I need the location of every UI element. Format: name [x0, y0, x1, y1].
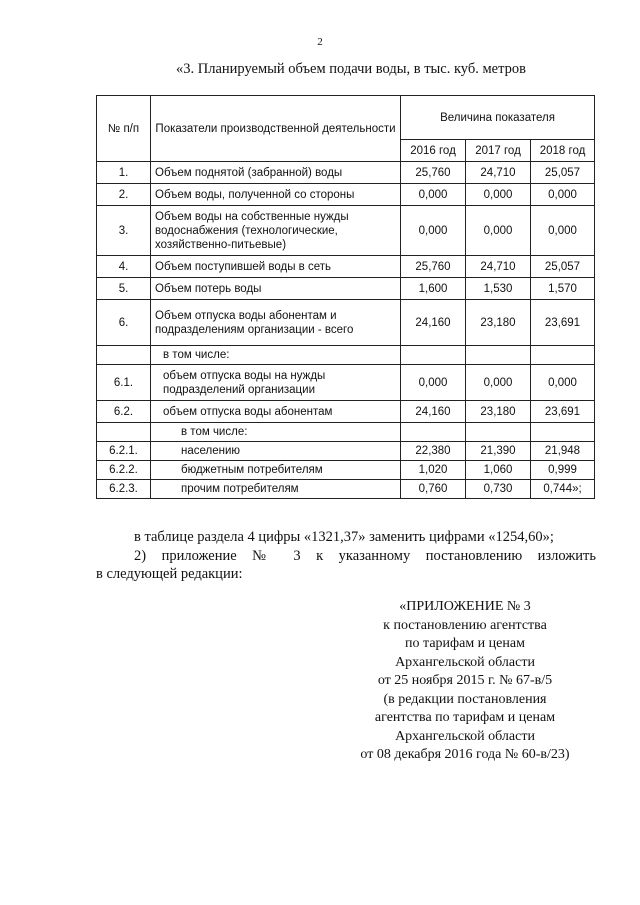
- table-row: [97, 278, 595, 300]
- row-value: 24,160: [401, 401, 466, 423]
- row-value: 23,180: [466, 401, 531, 423]
- row-value: 21,390: [466, 442, 531, 461]
- row-number: 6.1.: [97, 365, 151, 401]
- row-number: [97, 346, 151, 365]
- row-value: 23,691: [531, 300, 595, 346]
- header-value: Величина показателя: [401, 96, 595, 140]
- row-value: [466, 423, 531, 442]
- table-row: [97, 401, 595, 423]
- row-value: 1,020: [401, 461, 466, 480]
- header-indicator: Показатели производственной деятельности: [151, 96, 401, 162]
- row-value: 25,760: [401, 256, 466, 278]
- appendix-line: Архангельской области: [395, 654, 535, 670]
- row-indicator: в том числе:: [151, 423, 401, 442]
- row-indicator: прочим потребителям: [151, 480, 401, 499]
- row-value: 21,948: [531, 442, 595, 461]
- row-number: 5.: [97, 278, 151, 300]
- table-row: [97, 423, 595, 442]
- header-year: 2016 год: [401, 140, 466, 162]
- row-value: 0,000: [466, 206, 531, 256]
- row-value: 0,760: [401, 480, 466, 499]
- row-indicator: Объем воды, полученной со стороны: [151, 184, 401, 206]
- appendix-line: «ПРИЛОЖЕНИЕ № 3: [399, 599, 531, 614]
- row-number: 6.2.: [97, 401, 151, 423]
- row-value: 0,999: [531, 461, 595, 480]
- row-value: 23,180: [466, 300, 531, 346]
- row-number: 2.: [97, 184, 151, 206]
- row-value: 24,710: [466, 256, 531, 278]
- row-number: 3.: [97, 206, 151, 256]
- row-indicator: бюджетным потребителям: [151, 461, 401, 480]
- row-value: [531, 423, 595, 442]
- row-value: 1,060: [466, 461, 531, 480]
- row-value: 0,000: [401, 184, 466, 206]
- header-year: 2018 год: [531, 140, 595, 162]
- row-indicator: Объем поступившей воды в сеть: [151, 256, 401, 278]
- row-value: 22,380: [401, 442, 466, 461]
- row-value: [531, 346, 595, 365]
- paragraph-appendix-change: [96, 547, 596, 583]
- row-value: 0,000: [531, 365, 595, 401]
- row-indicator: объем отпуска воды абонентам: [151, 401, 401, 423]
- appendix-line: Архангельской области: [395, 728, 535, 744]
- row-value: 23,691: [531, 401, 595, 423]
- row-value: [401, 346, 466, 365]
- row-indicator: в том числе:: [151, 346, 401, 365]
- table-row: [97, 442, 595, 461]
- table-row: [97, 346, 595, 365]
- row-value: 0,730: [466, 480, 531, 499]
- appendix-line: (в редакции постановления: [383, 691, 547, 707]
- row-number: 6.: [97, 300, 151, 346]
- row-value: 0,744»;: [531, 480, 595, 499]
- row-number: 6.2.1.: [97, 442, 151, 461]
- row-indicator: Объем потерь воды: [151, 278, 401, 300]
- row-value: 0,000: [466, 365, 531, 401]
- paragraph-table-change: в таблице раздела 4 цифры «1321,37» заменить цифрами «1254,60»;: [134, 529, 554, 545]
- row-value: 25,057: [531, 162, 595, 184]
- row-number: 4.: [97, 256, 151, 278]
- row-value: 1,600: [401, 278, 466, 300]
- row-value: [466, 346, 531, 365]
- row-number: 6.2.2.: [97, 461, 151, 480]
- row-value: 0,000: [531, 184, 595, 206]
- row-value: 24,160: [401, 300, 466, 346]
- row-number: 1.: [97, 162, 151, 184]
- row-value: 0,000: [466, 184, 531, 206]
- paragraph-line: в следующей редакции:: [96, 566, 243, 582]
- row-number: 6.2.3.: [97, 480, 151, 499]
- row-indicator: населению: [151, 442, 401, 461]
- header-year: 2017 год: [466, 140, 531, 162]
- row-indicator: объем отпуска воды на нужды подразделений организации: [151, 365, 401, 401]
- appendix-line: агентства по тарифам и ценам: [374, 710, 556, 725]
- page-number: 2: [317, 36, 323, 48]
- appendix-line: по тарифам и ценам: [405, 636, 525, 651]
- table-row: [97, 184, 595, 206]
- row-value: 1,570: [531, 278, 595, 300]
- table-row: [97, 365, 595, 401]
- appendix-line: от 25 ноября 2015 г. № 67-в/5: [377, 673, 553, 688]
- water-supply-table: [96, 95, 595, 499]
- appendix-line: от 08 декабря 2016 года № 60-в/23): [360, 747, 570, 762]
- row-number: [97, 423, 151, 442]
- table-row: [97, 162, 595, 184]
- row-value: 1,530: [466, 278, 531, 300]
- row-value: 25,760: [401, 162, 466, 184]
- row-value: 24,710: [466, 162, 531, 184]
- header-num: № п/п: [97, 96, 151, 162]
- row-indicator: Объем воды на собственные нужды водоснабжения (технологические, хозяйственно-питьевые): [151, 206, 401, 256]
- row-value: 25,057: [531, 256, 595, 278]
- section-heading: «3. Планируемый объем подачи воды, в тыс. куб. метров: [176, 61, 526, 77]
- table-row: [97, 256, 595, 278]
- row-value: 0,000: [531, 206, 595, 256]
- table-row: [97, 480, 595, 499]
- appendix-line: к постановлению агентства: [383, 617, 547, 633]
- row-value: [401, 423, 466, 442]
- row-value: 0,000: [401, 365, 466, 401]
- row-indicator: Объем отпуска воды абонентам и подразделениям организации - всего: [151, 300, 401, 346]
- row-value: 0,000: [401, 206, 466, 256]
- appendix-block: [330, 598, 600, 765]
- table-row: [97, 300, 595, 346]
- row-indicator: Объем поднятой (забранной) воды: [151, 162, 401, 184]
- table-row: [97, 461, 595, 480]
- table-row: [97, 206, 595, 256]
- paragraph-line: 2) приложение № 3 к указанному постановлению изложить: [134, 548, 596, 564]
